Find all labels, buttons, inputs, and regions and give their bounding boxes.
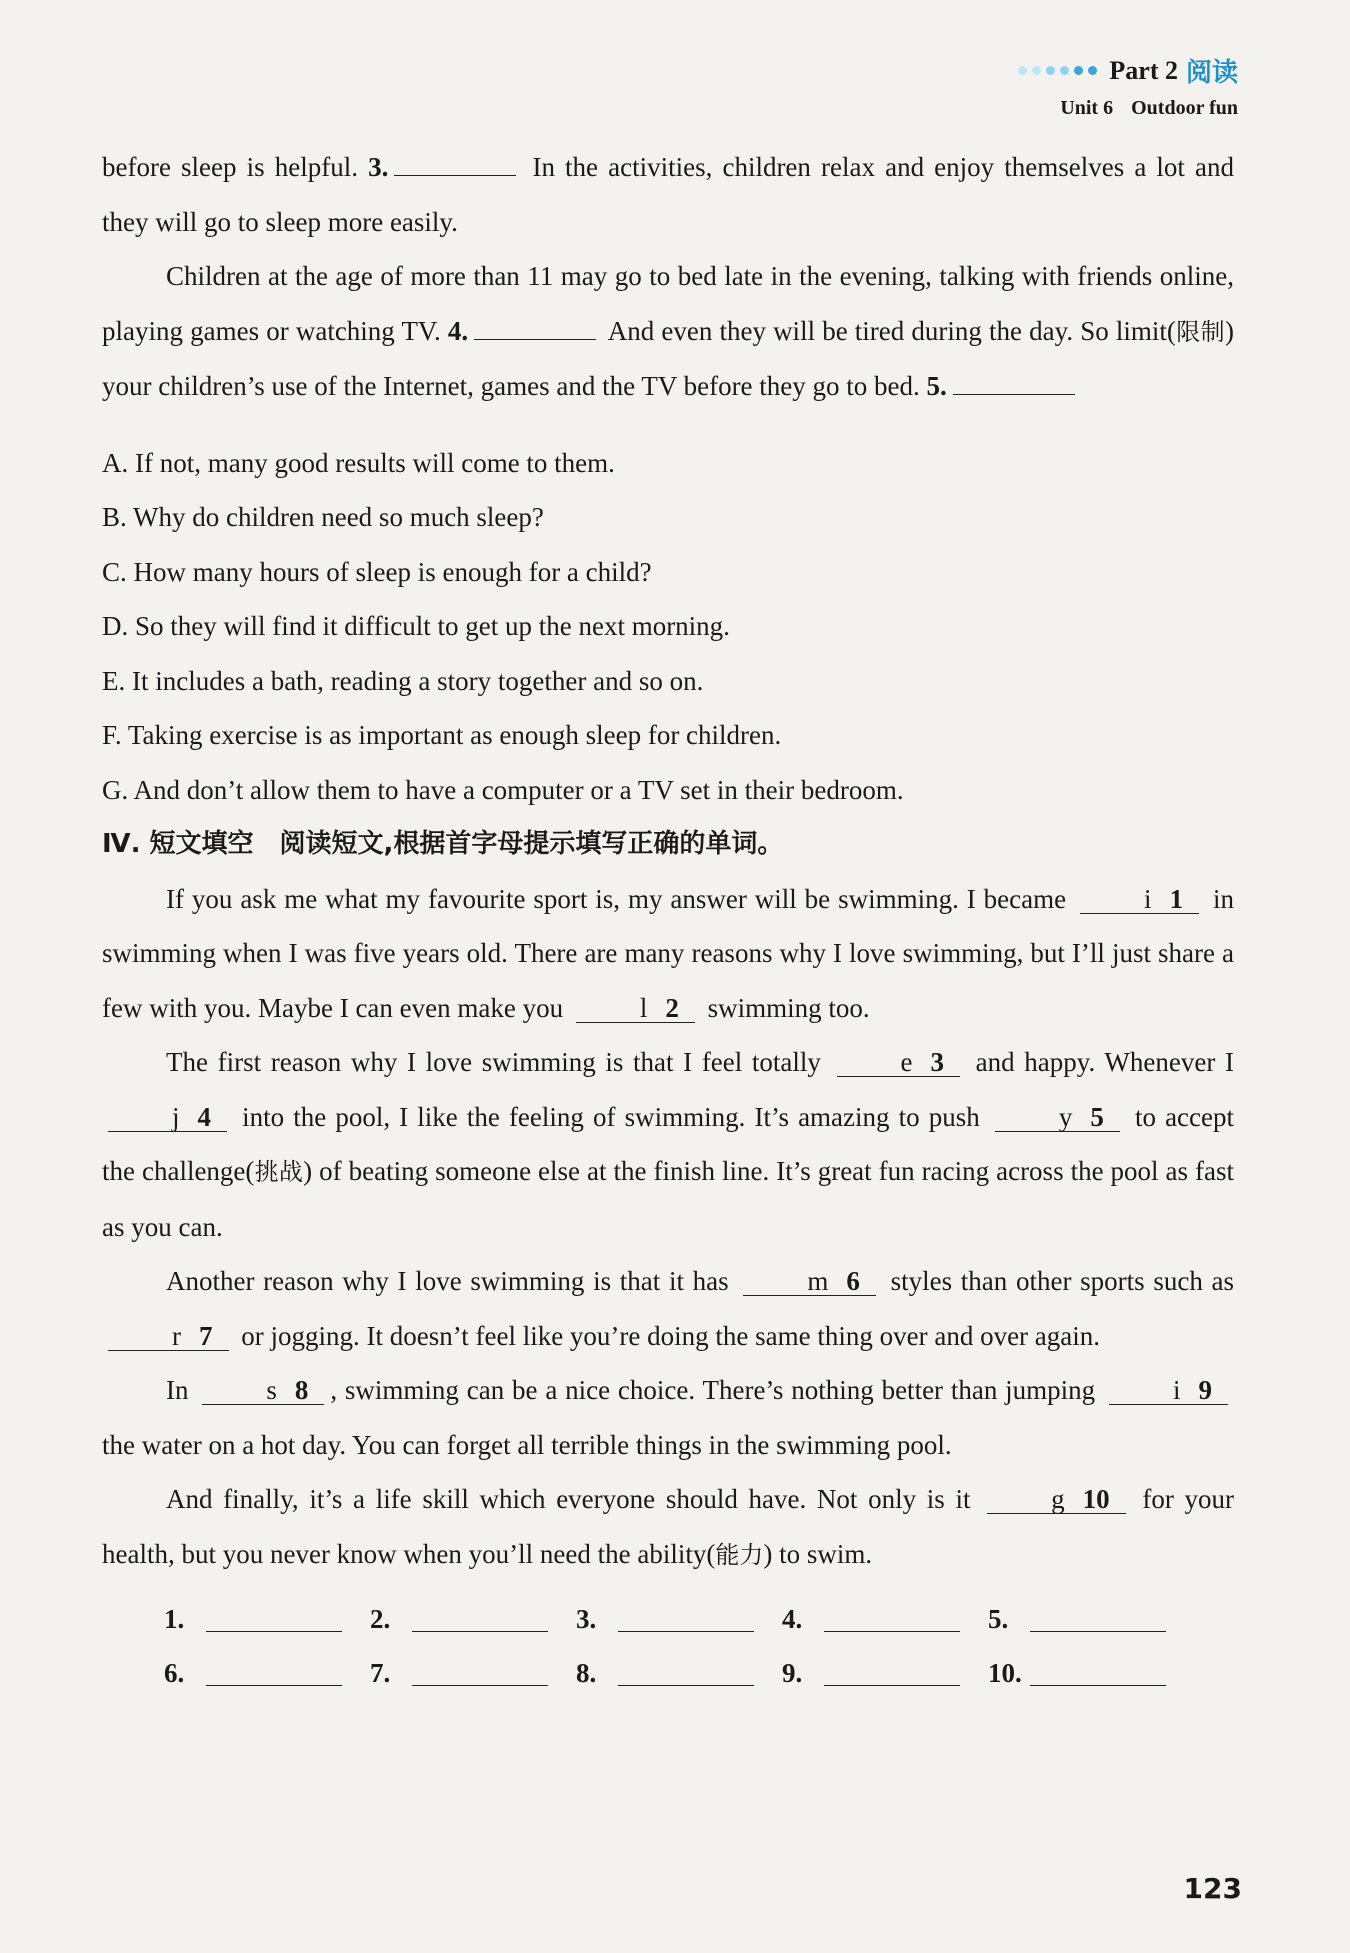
gap-3[interactable]: e 3 [837,1048,960,1077]
option-item: F. Taking exercise is as important as enough sleep for children. [102,720,782,750]
options-list [102,436,1234,818]
answer-blank-4[interactable] [474,319,596,340]
gap-9[interactable]: i 9 [1109,1376,1228,1405]
passage2-paragraph: If you ask me what my favourite sport is, my answer will be swimming. I became i 1 in swimming when I was five years old. There are many reasons why I love swimming, but I’ll just share a few with you. Maybe I can even make you l 2 swimming too. [102,883,1234,1023]
answer-lines: 1. 2. 3. 4. 5. 6. 7. 8. 9. 10. [102,1592,1234,1700]
passage2-paragraph: Another reason why I love swimming is that it has m 6 styles than other sports such as r 7 or jogging. It doesn’t feel like you’re doing the same thing over and over again. [102,1254,1234,1363]
passage2-paragraph: In s 8 , swimming can be a nice choice. There’s nothing better than jumping i 9 the water on a hot day. You can forget all terrible things in the swimming pool. [102,1363,1234,1472]
answer-blank-5[interactable] [953,374,1075,395]
section-title: Ⅳ. 短文填空 阅读短文,根据首字母提示填写正确的单词。 [102,829,784,859]
header-part: Part 2 [1109,55,1178,85]
gap-6[interactable]: m 6 [743,1267,876,1296]
gap-10[interactable]: g 10 [987,1485,1126,1514]
answer-line-4[interactable] [824,1607,960,1632]
header-section: 阅读 [1185,58,1238,88]
passage1-paragraph: before sleep is helpful. 3. In the activities, children relax and enjoy themselves a lot and they will go to sleep more easily. [102,152,1235,237]
decorative-dots [1018,66,1097,75]
answer-line-3[interactable] [618,1607,754,1632]
gap-8[interactable]: s 8 [202,1376,324,1405]
passage2-paragraph: And finally, it’s a life skill which everyone should have. Not only is it g 10 for your health, but you never know when you’ll need the ability(能力) to swim. [102,1484,1234,1569]
answer-line-10[interactable] [1030,1661,1166,1686]
answer-line-5[interactable] [1030,1607,1166,1632]
answer-line-2[interactable] [412,1607,548,1632]
passage1-paragraph: Children at the age of more than 11 may go to bed late in the evening, talking with friends online, playing games or watching TV. 4. And even they will be tired during the day. So limit(限制) your children’s use of the Internet, games and the TV before they go to bed. 5. [102,261,1235,401]
answer-line-9[interactable] [824,1661,960,1686]
page-number: 123 [1183,1872,1242,1905]
option-item: B. Why do children need so much sleep? [102,502,544,532]
answer-line-1[interactable] [206,1607,342,1632]
option-item: G. And don’t allow them to have a computer or a TV set in their bedroom. [102,774,904,805]
gap-4[interactable]: j 4 [108,1103,227,1132]
option-item: E. It includes a bath, reading a story together and so on. [102,665,704,696]
gap-7[interactable]: r 7 [108,1322,229,1351]
header-unit-title: Outdoor fun [1131,97,1238,119]
answer-line-8[interactable] [618,1661,754,1686]
option-item: C. How many hours of sleep is enough for a child? [102,556,652,587]
option-item: A. If not, many good results will come to them. [102,447,615,478]
answer-line-7[interactable] [412,1661,548,1686]
gap-2[interactable]: l 2 [576,994,695,1023]
gap-1[interactable]: i 1 [1080,885,1199,914]
header-unit: Unit 6 [1060,97,1114,119]
gap-5[interactable]: y 5 [995,1103,1120,1132]
main-content [102,140,1234,1700]
passage2-paragraph: The first reason why I love swimming is that I feel totally e 3 and happy. Whenever I j 4 into the pool, I like the feeling of swimming. It’s amazing to push y 5 to accept the challenge(挑战) of beating someone else at the finish line. It’s great fun racing across the pool as fast as you can. [102,1047,1235,1242]
answer-blank-3[interactable] [394,155,516,176]
answer-line-6[interactable] [206,1661,342,1686]
page-header [1018,52,1238,120]
option-item: D. So they will find it difficult to get up the next morning. [102,611,730,641]
